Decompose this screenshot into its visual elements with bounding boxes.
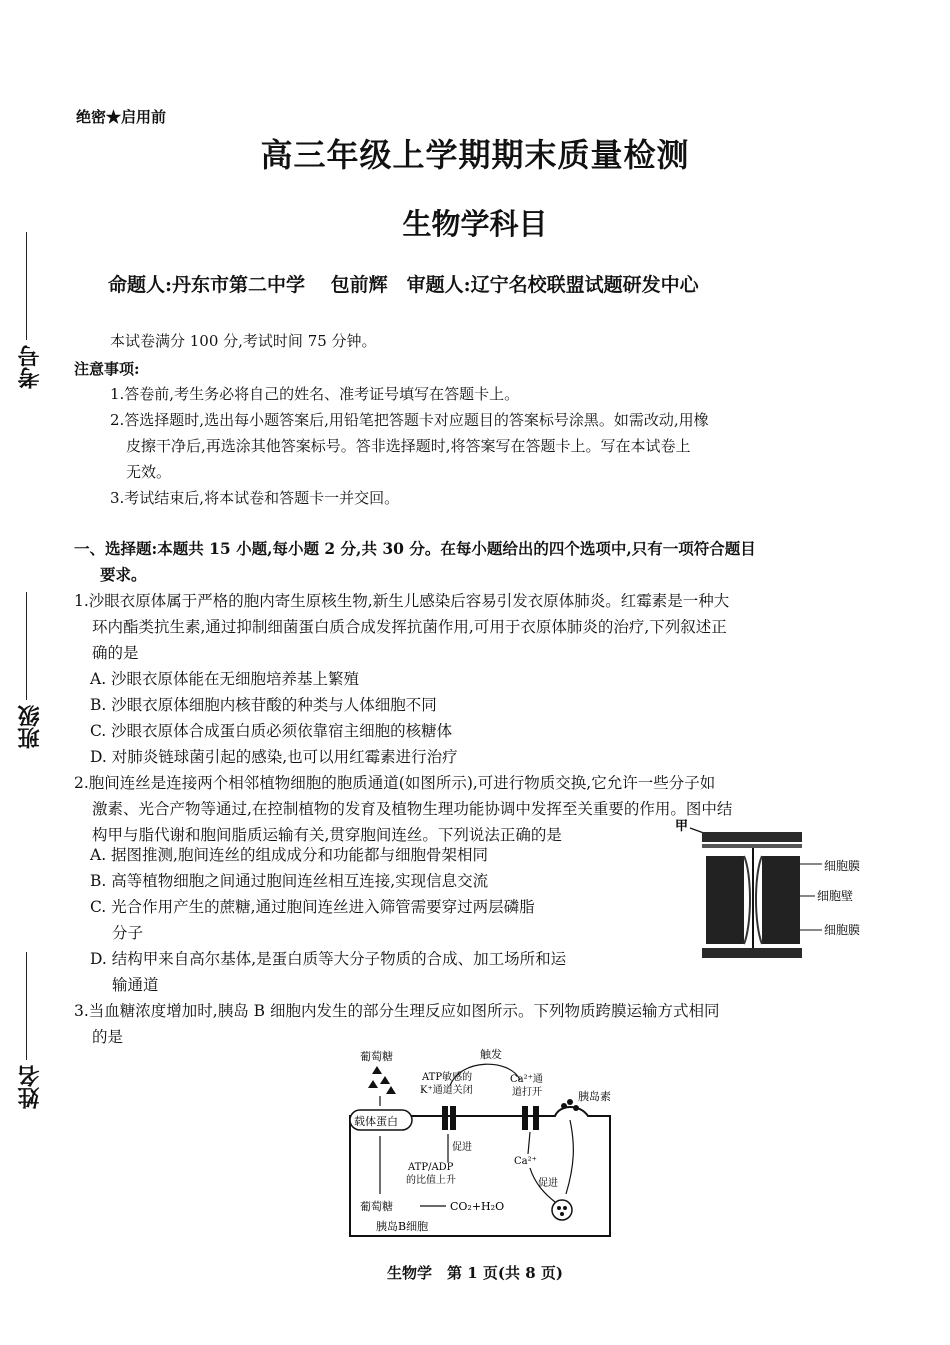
option-a[interactable]: A. 据图推测,胞间连丝的组成成分和功能都与细胞骨架相同 <box>90 846 488 864</box>
class-label: 班级 <box>17 705 43 749</box>
insulin-vesicle <box>552 1200 572 1220</box>
exam-authors: 命题人:丹东市第二中学 包前辉 审题人:辽宁名校联盟试题研发中心 <box>108 274 699 296</box>
option-a[interactable]: A. 沙眼衣原体能在无细胞培养基上繁殖 <box>90 670 360 688</box>
label-membrane-top: 细胞膜 <box>824 859 861 873</box>
vesicle-granule <box>557 1206 561 1210</box>
label-cell: 胰岛B细胞 <box>376 1220 429 1233</box>
stem-line: 2.胞间连丝是连接两个相邻植物细胞的胞质通道(如图所示),可进行物质交换,它允许一些分子如 <box>74 774 716 792</box>
label-membrane-bottom: 细胞膜 <box>824 923 861 937</box>
stem-line: 激素、光合产物等通过,在控制植物的发育及植物生理功能协调中发挥至关重要的作用。图中结 <box>92 800 733 818</box>
stem-line: 确的是 <box>92 644 139 662</box>
glucose-mark <box>372 1066 382 1074</box>
glucose-mark <box>386 1086 396 1094</box>
beta-cell-figure <box>330 1044 630 1244</box>
confidential-mark: 绝密★启用前 <box>76 108 167 126</box>
label-trigger: 触发 <box>480 1048 502 1061</box>
label-glucose-in: 葡萄糖 <box>360 1200 393 1213</box>
note-line: 3.考试结束后,将本试卷和答题卡一并交回。 <box>110 489 400 507</box>
label-ca: Ca²⁺ <box>514 1156 537 1167</box>
label-promote-1: 促进 <box>452 1142 472 1153</box>
question-1-options <box>90 666 458 770</box>
label-glucose-out: 葡萄糖 <box>360 1050 393 1063</box>
label-atp-k-1: ATP敏感的 <box>422 1072 473 1083</box>
option-c-cont: 分子 <box>112 924 144 942</box>
label-cell-wall: 细胞壁 <box>817 889 854 903</box>
label-ratio-1: ATP/ADP <box>408 1162 454 1173</box>
option-b[interactable]: B. 高等植物细胞之间通过胞间连丝相互连接,实现信息交流 <box>90 872 489 890</box>
insulin-granule <box>573 1105 579 1111</box>
plasmodesma-figure <box>672 814 872 964</box>
name-label: 姓名 <box>17 1065 43 1109</box>
exam-no-line <box>26 232 27 340</box>
label-atp-k-2: K⁺通道关闭 <box>420 1085 473 1096</box>
label-promote-2: 促进 <box>538 1178 558 1189</box>
class-line <box>26 592 27 700</box>
top-band <box>702 832 802 842</box>
label-products: CO₂+H₂O <box>450 1200 505 1213</box>
ca-channel-right <box>533 1106 539 1130</box>
stem-line: 环内酯类抗生素,通过抑制细菌蛋白质合成发挥抗菌作用,可用于衣原体肺炎的治疗,下列叙述正 <box>92 618 727 636</box>
k-channel-left <box>442 1106 448 1130</box>
label-jia: 甲 <box>675 819 689 834</box>
stem-line: 3.当血糖浓度增加时,胰岛 B 细胞内发生的部分生理反应如图所示。下列物质跨膜运输方式相同 <box>74 1002 720 1020</box>
notes-title: 注意事项: <box>74 360 140 378</box>
glucose-mark <box>368 1080 378 1088</box>
arrow-exocytosis <box>566 1120 573 1194</box>
option-b[interactable]: B. 沙眼衣原体细胞内核苷酸的种类与人体细胞不同 <box>90 696 437 714</box>
page-footer: 生物学 第 1 页(共 8 页) <box>387 1264 563 1282</box>
glucose-mark <box>380 1076 390 1084</box>
channel-left-edge <box>744 856 750 944</box>
section-line: 要求。 <box>100 565 147 584</box>
question-3-stem <box>74 998 864 1050</box>
note-line: 1.答卷前,考生务必将自己的姓名、准考证号填写在答题卡上。 <box>110 385 520 403</box>
option-c[interactable]: C. 沙眼衣原体合成蛋白质必须依靠宿主细胞的核糖体 <box>90 722 453 740</box>
label-carrier: 载体蛋白 <box>354 1115 398 1128</box>
label-ratio-2: 的比值上升 <box>406 1175 456 1186</box>
vesicle-granule <box>560 1212 564 1216</box>
option-c[interactable]: C. 光合作用产生的蔗糖,通过胞间连丝进入筛管需要穿过两层磷脂 <box>90 898 535 916</box>
cell-wall-right <box>762 856 800 944</box>
insulin-granule <box>567 1099 573 1105</box>
label-insulin: 胰岛素 <box>578 1090 611 1103</box>
option-d[interactable]: D. 对肺炎链球菌引起的感染,也可以用红霉素进行治疗 <box>90 748 458 766</box>
section-heading <box>74 536 874 588</box>
cell-wall-left <box>706 856 744 944</box>
bottom-band <box>702 948 802 958</box>
insulin-granule <box>561 1103 567 1109</box>
note-line: 皮擦干净后,再选涂其他答案标号。答非选择题时,将答案写在答题卡上。写在本试卷上 <box>126 437 691 455</box>
option-d-cont: 输通道 <box>112 976 159 994</box>
top-membrane <box>702 844 802 848</box>
stem-line: 的是 <box>92 1028 124 1046</box>
label-ca-open-1: Ca²⁺通 <box>510 1074 543 1085</box>
question-2-options <box>90 842 566 998</box>
exam-title: 高三年级上学期期末质量检测 <box>260 136 690 174</box>
ca-channel-left <box>522 1106 528 1130</box>
arrow-ca-in <box>528 1132 530 1154</box>
note-line: 无效。 <box>126 463 172 481</box>
note-line: 2.答选择题时,选出每小题答案后,用铅笔把答题卡对应题目的答案标号涂黑。如需改动,用橡 <box>110 411 709 429</box>
vesicle-granule <box>563 1206 567 1210</box>
question-1-stem <box>74 588 864 666</box>
channel-right-edge <box>756 856 762 944</box>
exam-no-label: 考号 <box>17 345 43 389</box>
label-ca-open-2: 道打开 <box>512 1087 542 1098</box>
section-line: 一、选择题:本题共 15 小题,每小题 2 分,共 30 分。在每小题给出的四个选项中,只有一项符合题目 <box>74 539 756 558</box>
option-d[interactable]: D. 结构甲来自高尔基体,是蛋白质等大分子物质的合成、加工场所和运 <box>90 950 567 968</box>
stem-line: 1.沙眼衣原体属于严格的胞内寄生原核生物,新生儿感染后容易引发衣原体肺炎。红霉素是一种大 <box>74 592 730 610</box>
name-line <box>26 952 27 1060</box>
stem-line: 构甲与脂代谢和胞间脂质运输有关,贯穿胞间连丝。下列说法正确的是 <box>92 826 562 844</box>
k-channel-right <box>450 1106 456 1130</box>
exam-subject: 生物学科目 <box>402 207 548 241</box>
exam-intro: 本试卷满分 100 分,考试时间 75 分钟。 <box>110 332 377 350</box>
